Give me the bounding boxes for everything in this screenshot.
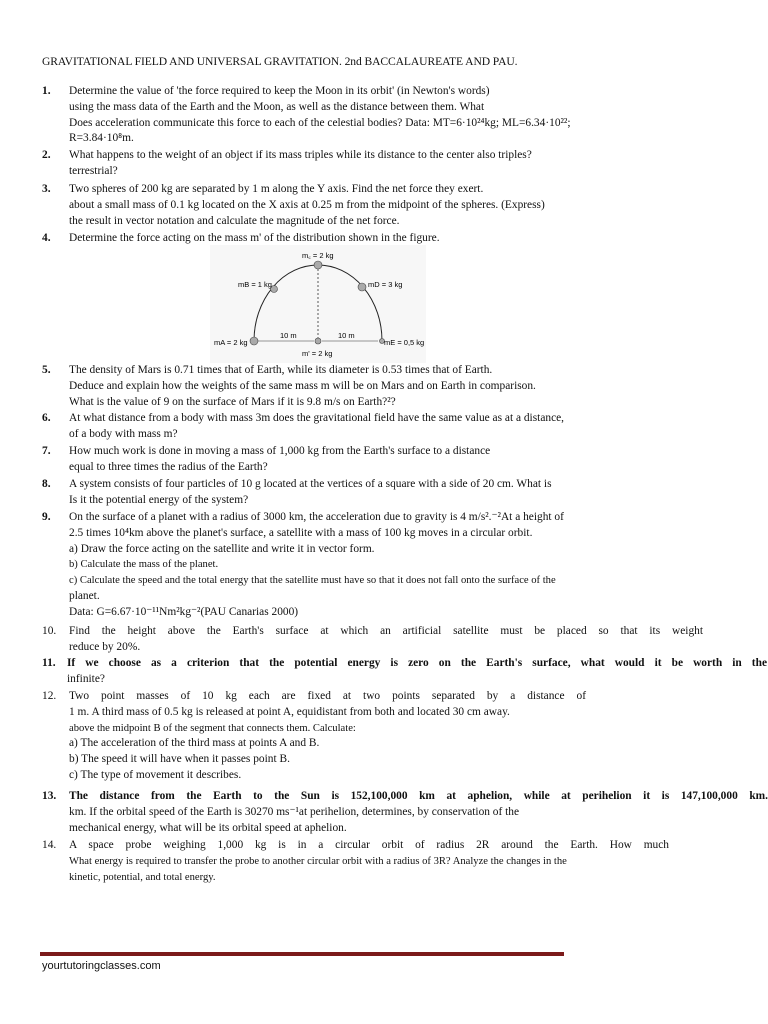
mass-a-dot — [250, 337, 258, 345]
label-mass-e: mE = 0,5 kg — [384, 338, 425, 347]
mass-d-dot — [358, 283, 366, 291]
question-number: 10. — [42, 625, 57, 637]
question-1 — [42, 84, 762, 147]
question-number: 14. — [42, 839, 57, 851]
question-line: Deduce and explain how the weights of the same mass m will be on Mars and on Earth in comparison. — [69, 379, 536, 392]
question-line: Two spheres of 200 kg are separated by 1 m along the Y axis. Find the net force they exert. — [69, 183, 484, 195]
question-line: c) The type of movement it describes. — [69, 768, 242, 781]
question-13 — [42, 789, 768, 836]
question-line: What is the value of 9 on the surface of Mars if it is 9.8 m/s on Earth?²? — [69, 395, 396, 408]
question-number: 13. — [42, 790, 57, 802]
mass-c-dot — [314, 261, 322, 269]
question-number: 11. — [42, 657, 56, 669]
question-line: Find the height above the Earth's surface at which an artificial satellite must be placed so that its weight — [69, 625, 703, 637]
question-number: 12. — [42, 690, 57, 702]
question-number: 7. — [42, 445, 51, 457]
label-mass-c: m꜀ = 2 kg — [302, 251, 334, 260]
footer-website: yourtutoringclasses.com — [42, 960, 161, 972]
question-line: a) Draw the force acting on the satellite and write it in vector form. — [69, 542, 375, 555]
question-line: about a small mass of 0.1 kg located on the X axis at 0.25 m from the midpoint of the spheres. (Express) — [69, 198, 545, 211]
question-10 — [42, 624, 762, 656]
question-line: a) The acceleration of the third mass at points A and B. — [69, 737, 320, 750]
question-line: terrestrial? — [69, 164, 118, 177]
question-9 — [42, 510, 762, 621]
question-line: What happens to the weight of an object if its mass triples while its distance to the center also triples? — [69, 149, 532, 161]
question-line: 2.5 times 10⁴km above the planet's surface, a satellite with a mass of 100 kg moves in a circular orbit. — [69, 526, 533, 539]
question-line: Two point masses of 10 kg each are fixed at two points separated by a distance of — [69, 690, 586, 702]
question-line: planet. — [69, 589, 100, 602]
question-line: How much work is done in moving a mass of 1,000 kg from the Earth's surface to a distance — [69, 445, 491, 457]
label-distance-left: 10 m — [280, 331, 297, 340]
footer-rule — [40, 952, 564, 956]
question-line: A system consists of four particles of 10 g located at the vertices of a square with a side of 20 cm. What is — [69, 478, 552, 490]
label-mass-a: mA = 2 kg — [214, 338, 248, 347]
question-line: Is it the potential energy of the system? — [69, 493, 249, 506]
question-line: On the surface of a planet with a radius of 3000 km, the acceleration due to gravity is 4 m/s².⁻²At a height of — [69, 511, 564, 523]
label-mass-prime: m' = 2 kg — [302, 349, 333, 358]
question-line: infinite? — [67, 672, 105, 685]
question-12 — [42, 689, 762, 784]
question-line: mechanical energy, what will be its orbital speed at aphelion. — [69, 821, 347, 834]
label-mass-b: mB = 1 kg — [238, 280, 272, 289]
label-distance-right: 10 m — [338, 331, 355, 340]
question-number: 1. — [42, 85, 51, 97]
question-line: the result in vector notation and calculate the magnitude of the net force. — [69, 214, 400, 227]
question-number: 6. — [42, 412, 51, 424]
question-line: At what distance from a body with mass 3m does the gravitational field have the same value as at a distance, — [69, 412, 565, 424]
question-8 — [42, 477, 762, 509]
question-11 — [42, 656, 767, 688]
question-2 — [42, 148, 762, 180]
question-number: 9. — [42, 511, 51, 523]
question-line: b) Calculate the mass of the planet. — [69, 559, 219, 571]
question-line: Determine the force acting on the mass m' of the distribution shown in the figure. — [69, 232, 440, 244]
mass-prime-dot — [315, 338, 321, 344]
question-line: using the mass data of the Earth and the Moon, as well as the distance between them. What — [69, 100, 485, 113]
question-line: If we choose as a criterion that the potential energy is zero on the Earth's surface, what would it be worth in the — [67, 657, 767, 669]
page-title: GRAVITATIONAL FIELD AND UNIVERSAL GRAVITATION. 2nd BACCALAUREATE AND PAU. — [42, 55, 518, 68]
question-number: 5. — [42, 364, 51, 376]
question-line: Data: G=6.67·10⁻¹¹Nm²kg⁻²(PAU Canarias 2000) — [69, 605, 299, 618]
question-line: b) The speed it will have when it passes point B. — [69, 753, 290, 766]
question-line: A space probe weighing 1,000 kg is in a circular orbit of radius 2R around the Earth. How much — [69, 839, 669, 851]
question-line: km. If the orbital speed of the Earth is 30270 ms⁻¹at perihelion, determines, by conservation of the — [69, 805, 520, 818]
question-number: 4. — [42, 232, 51, 244]
question-line: What energy is required to transfer the probe to another circular orbit with a radius of 3R? Analyze the changes in the — [69, 855, 567, 867]
question-line: R=3.84·10⁸m. — [69, 132, 134, 145]
question-line: c) Calculate the speed and the total energy that the satellite must have so that it does not fall onto the surface of the — [69, 575, 556, 587]
question-number: 8. — [42, 478, 51, 490]
question-line: The density of Mars is 0.71 times that of Earth, while its diameter is 0.53 times that of Earth. — [69, 364, 493, 376]
question-5 — [42, 363, 762, 410]
question-line: Determine the value of 'the force required to keep the Moon in its orbit' (in Newton's words) — [69, 85, 490, 97]
question-line: above the midpoint B of the segment that connects them. Calculate: — [69, 722, 356, 734]
question-line: kinetic, potential, and total energy. — [69, 871, 216, 883]
question-line: reduce by 20%. — [69, 640, 141, 653]
question-line: The distance from the Earth to the Sun is 152,100,000 km at aphelion, while at perihelion it is 147,100,000 km. — [69, 790, 768, 802]
question-line: 1 m. A third mass of 0.5 kg is released at point A, equidistant from both and located 30 cm away. — [69, 705, 510, 718]
question-3 — [42, 182, 762, 229]
label-mass-d: mD = 3 kg — [368, 280, 403, 289]
question-line: equal to three times the radius of the Earth? — [69, 460, 268, 473]
question-7 — [42, 444, 762, 476]
question-line: Does acceleration communicate this force to each of the celestial bodies? Data: MT=6·10²⁴kg; ML=6.34·10²²; — [69, 116, 571, 129]
question-14 — [42, 838, 762, 885]
mass-distribution-figure — [210, 245, 426, 363]
question-number: 2. — [42, 149, 51, 161]
question-line: of a body with mass m? — [69, 427, 178, 440]
question-number: 3. — [42, 183, 51, 195]
question-6 — [42, 411, 762, 443]
